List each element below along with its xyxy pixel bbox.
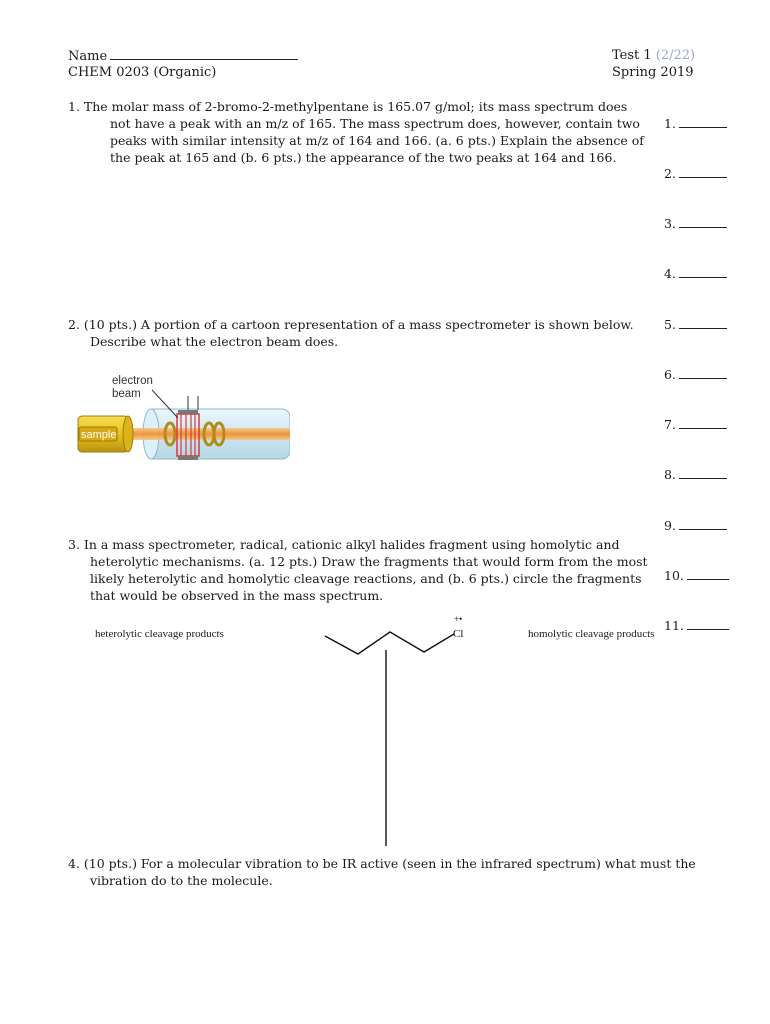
question-2	[68, 316, 658, 350]
mass-spectrometer-figure	[68, 366, 290, 470]
question-4-text: vibration do to the molecule.	[90, 873, 273, 888]
name-field	[68, 47, 298, 65]
answer-blank-10[interactable]: 10.	[664, 567, 744, 584]
question-1	[68, 98, 658, 166]
beam-label: beam	[112, 388, 141, 400]
name-blank[interactable]	[110, 47, 298, 60]
test-date: (2/22)	[655, 48, 696, 63]
question-1-first-line: 1. The molar mass of 2-bromo-2-methylpentane is 165.07 g/mol; its mass spectrum does	[68, 99, 628, 114]
course-title: CHEM 0203 (Organic)	[68, 65, 217, 80]
skeletal-chain	[325, 632, 454, 654]
answer-blank-3[interactable]: 3.	[664, 215, 744, 232]
answer-blank-8[interactable]: 8.	[664, 466, 744, 483]
question-3	[68, 536, 658, 604]
ion-beam	[123, 428, 290, 440]
term-label: Spring 2019	[612, 65, 694, 80]
radical-cation-mark: +•	[454, 614, 463, 624]
answer-blank-7[interactable]: 7.	[664, 416, 744, 433]
question-3-text: heterolytic mechanisms. (a. 12 pts.) Draw the fragments that would form from the most likely heterolytic and homolytic cleavage reactions, and (b. 6 pts.) circle the fragments that would be observed in the mass spectrum.	[90, 554, 648, 603]
test-title	[612, 47, 695, 64]
question-2-first-line: 2. (10 pts.) A portion of a cartoon representation of a mass spectrometer is shown below.	[68, 317, 634, 332]
heterolytic-label: heterolytic cleavage products	[95, 628, 224, 640]
electron-label: electron	[112, 375, 153, 387]
answer-blank-2[interactable]: 2.	[664, 165, 744, 182]
question-3-first-line: 3. In a mass spectrometer, radical, cationic alkyl halides fragment using homolytic and	[68, 537, 620, 552]
test-label: Test 1	[612, 48, 652, 63]
chlorine-atom: Cl	[453, 628, 464, 640]
alkyl-halide-structure	[320, 612, 470, 848]
question-4-first-line: 4. (10 pts.) For a molecular vibration to be IR active (seen in the infrared spectrum) what must the	[68, 856, 696, 871]
answer-blank-9[interactable]: 9.	[664, 517, 744, 534]
question-4	[68, 855, 708, 889]
answer-blank-11[interactable]: 11.	[664, 617, 744, 634]
question-1-text: not have a peak with an m/z of 165. The mass spectrum does, however, contain two peaks with similar intensity at m/z of 164 and 166. (a. 6 pts.) Explain the absence of the peak at 165 and (b. 6 pts.) the appearance of the two peaks at 164 and 166.	[110, 116, 644, 165]
name-label: Name	[68, 49, 108, 64]
answer-blank-6[interactable]: 6.	[664, 366, 744, 383]
answer-blank-1[interactable]: 1.	[664, 115, 744, 132]
sample-label: sample	[81, 429, 117, 441]
homolytic-label: homolytic cleavage products	[528, 628, 655, 640]
answer-blank-5[interactable]: 5.	[664, 316, 744, 333]
question-2-text: Describe what the electron beam does.	[90, 334, 339, 349]
answer-blank-4[interactable]: 4.	[664, 265, 744, 282]
